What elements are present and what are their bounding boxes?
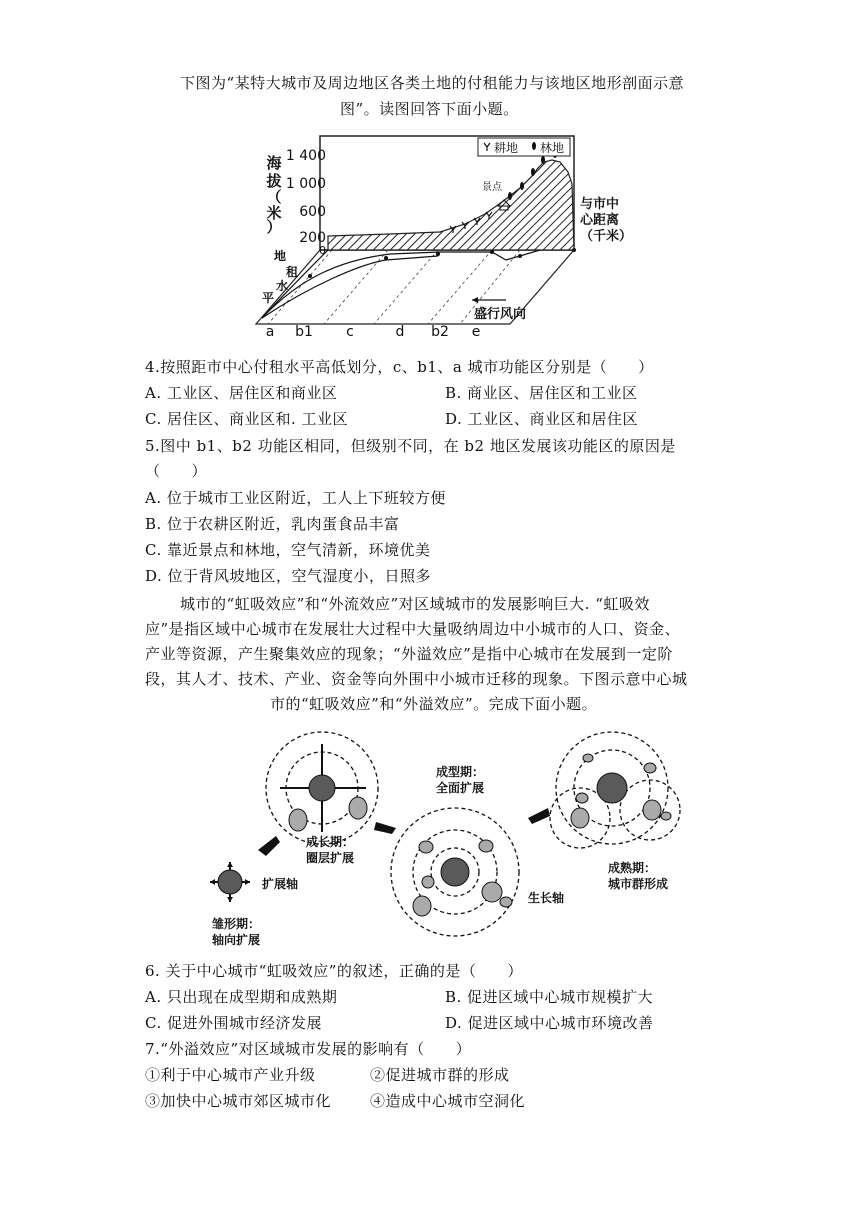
q5-option-d[interactable]: D. 位于背风坡地区，空气湿度小，日照多 <box>145 567 432 585</box>
stage4-label: 城市群形成 <box>608 877 669 891</box>
zone-label: d <box>395 324 405 340</box>
stage3-label: 成型期： <box>436 765 485 779</box>
q4-option-b[interactable]: B. 商业区、居住区和工业区 <box>445 384 638 402</box>
rent-label: 地 <box>274 249 287 263</box>
stage1-label: 轴向扩展 <box>212 933 261 947</box>
q4-option-a[interactable]: A. 工业区、居住区和商业区 <box>145 384 338 402</box>
zone-label: e <box>471 324 481 340</box>
y-axis-label: 米 <box>266 204 282 222</box>
rent-label: 水 <box>276 279 289 293</box>
zone-label: a <box>265 324 275 340</box>
stage1-label: 雏形期： <box>212 917 261 931</box>
q5-stem-2: （ ） <box>145 462 208 480</box>
zone-label: c <box>346 324 354 340</box>
q5-option-a[interactable]: A. 位于城市工业区附近，工人上下班较方便 <box>145 489 446 507</box>
q6-option-d[interactable]: D. 促进区域中心城市环境改善 <box>445 1014 654 1032</box>
stage3-city-icon <box>413 840 512 916</box>
axis-label: 扩展轴 <box>262 877 299 891</box>
q6-option-a[interactable]: A. 只出现在成型期和成熟期 <box>145 988 338 1006</box>
q7-stem: 7.“外溢效应”对区域城市发展的影响有（ ） <box>145 1040 472 1058</box>
y-tick: 600 <box>299 204 326 220</box>
zone-label: b1 <box>295 324 313 340</box>
y-tick: 1 400 <box>285 148 326 164</box>
q5-stem: 5.图中 b1、b2 功能区相同，但级别不同，在 b2 地区发展该功能区的原因是 <box>145 437 676 455</box>
distance-label: 与市中 <box>580 197 620 212</box>
y-axis-label: 拔 <box>266 172 282 190</box>
q7-option-2[interactable]: ②促进城市群的形成 <box>370 1066 510 1084</box>
intro2-line-4: 段，其人才、技术、产业、资金等向外围中小城市迁移的现象。下图示意中心城 <box>145 670 688 688</box>
y-axis-label: ） <box>266 218 282 236</box>
stage2-label: 成长期： <box>306 835 355 849</box>
distance-label: 心距离 <box>580 213 620 228</box>
urban-stages-figure <box>180 722 700 954</box>
q7-option-3[interactable]: ③加快中心城市郊区城市化 <box>145 1092 332 1110</box>
stage-arrow-icon <box>528 808 550 824</box>
q4-option-d[interactable]: D. 工业区、商业区和居住区 <box>445 410 639 428</box>
stage1-city-icon <box>210 862 250 902</box>
q5-option-c[interactable]: C. 靠近景点和林地，空气清新，环境优美 <box>145 541 431 559</box>
legend-forest-icon <box>532 142 536 150</box>
stage3-label: 全面扩展 <box>436 781 485 795</box>
scenic-label: 景点 <box>482 182 502 193</box>
y-axis-label: （ <box>266 188 282 206</box>
intro2-line-3: 产业等资源，产生聚集效应的现象；“外溢效应”是指中心城市在发展到一定阶 <box>145 645 673 663</box>
rent-label: 平 <box>262 291 275 305</box>
y-tick: 200 <box>299 230 326 246</box>
q7-option-4[interactable]: ④造成中心城市空洞化 <box>370 1092 526 1110</box>
q4-option-c[interactable]: C. 居住区、商业区和. 工业区 <box>145 410 349 428</box>
q6-option-b[interactable]: B. 促进区域中心城市规模扩大 <box>445 988 654 1006</box>
legend-forest: 林地 <box>540 141 565 155</box>
rent-curves <box>262 250 492 318</box>
intro-line-2: 图”。读图回答下面小题。 <box>340 100 519 118</box>
q4-stem: 4.按照距市中心付租水平高低划分，c、b1、a 城市功能区分别是（ ） <box>145 358 654 376</box>
distance-label: （千米） <box>580 229 633 244</box>
stage2-label: 圈层扩展 <box>306 851 355 865</box>
q6-option-c[interactable]: C. 促进外围城市经济发展 <box>145 1014 322 1032</box>
growth-label: 生长轴 <box>528 891 565 905</box>
rent-label: 租 <box>286 265 299 279</box>
stage-arrow-icon <box>258 836 280 856</box>
intro-line-1: 下图为“某特大城市及周边地区各类土地的付租能力与该地区地形剖面示意 <box>180 74 685 92</box>
y-tick: 1 000 <box>285 176 326 192</box>
q7-option-1[interactable]: ①利于中心城市产业升级 <box>145 1066 316 1084</box>
intro2-line-5: 市的“虹吸效应”和“外溢效应”。完成下面小题。 <box>270 695 598 713</box>
stage-arrow-icon <box>374 822 396 834</box>
intro2-line-2: 应”是指区域中心城市在发展壮大过程中大量吸纳周边中小城市的人口、资金、 <box>145 620 681 638</box>
intro2-line-1: 城市的“虹吸效应”和“外流效应”对区域城市的发展影响巨大. “虹吸效 <box>180 595 650 613</box>
q5-option-b[interactable]: B. 位于农耕区附近，乳肉蛋食品丰富 <box>145 515 400 533</box>
stage4-label: 成熟期： <box>608 861 657 875</box>
y-axis-label: 海 <box>266 154 282 172</box>
q6-stem: 6. 关于中心城市“虹吸效应”的叙述，正确的是（ ） <box>145 962 523 980</box>
y-tick: 0 <box>319 244 326 257</box>
stage2-city-icon <box>280 744 367 832</box>
legend-farmland: 耕地 <box>494 141 519 155</box>
terrain-profile <box>328 160 574 250</box>
terrain-profile-figure <box>240 128 640 342</box>
zone-label: b2 <box>431 324 449 340</box>
wind-label: 盛行风向 <box>474 307 527 322</box>
